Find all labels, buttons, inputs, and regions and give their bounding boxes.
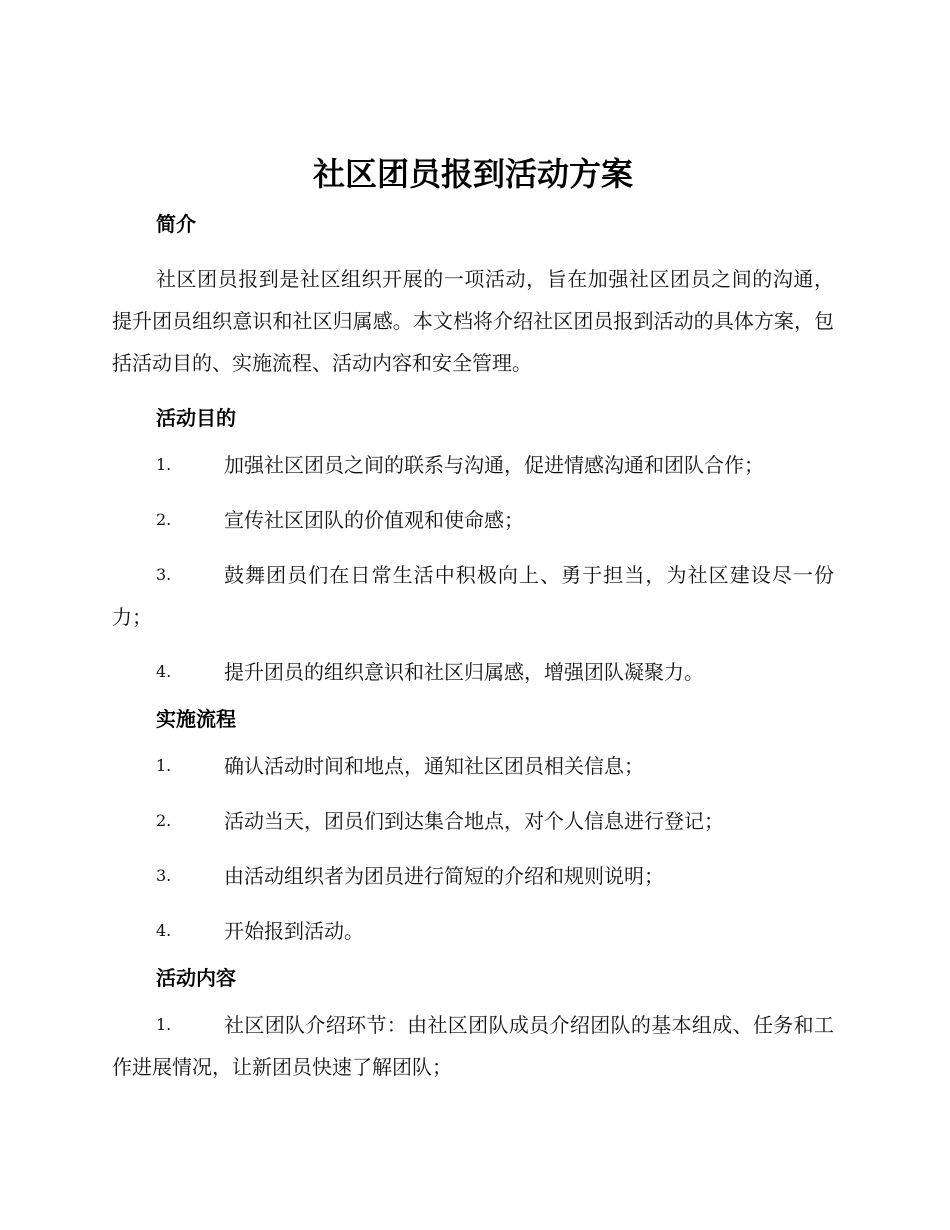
list-item-text: 加强社区团员之间的联系与沟通，促进情感沟通和团队合作；	[224, 453, 764, 477]
list-number: 2.	[156, 811, 172, 830]
list-number: 2.	[156, 510, 172, 529]
document-title: 社区团员报到活动方案	[312, 155, 633, 193]
list-item	[112, 444, 834, 486]
section-heading-content: 活动内容	[156, 966, 236, 990]
section-heading-purpose: 活动目的	[156, 406, 236, 430]
list-item	[112, 910, 834, 952]
document-body	[112, 150, 834, 1088]
list-number: 4.	[156, 921, 172, 940]
list-number: 1.	[156, 455, 172, 474]
list-item-text: 鼓舞团员们在日常生活中积极向上、勇于担当，为社区建设尽一份力；	[112, 563, 834, 629]
intro-paragraph: 社区团员报到是社区组织开展的一项活动，旨在加强社区团员之间的沟通，提升团员组织意识和社区归属感。本文档将介绍社区团员报到活动的具体方案，包括活动目的、实施流程、活动内容和安全管理。	[112, 267, 834, 375]
list-number: 1.	[156, 1015, 172, 1034]
section-heading-process: 实施流程	[156, 707, 236, 731]
list-item	[112, 554, 834, 638]
list-item	[112, 800, 834, 842]
list-item-text: 由活动组织者为团员进行简短的介绍和规则说明；	[224, 864, 664, 888]
section-heading-intro: 简介	[156, 212, 196, 236]
list-number: 4.	[156, 662, 172, 681]
list-item-text: 活动当天，团员们到达集合地点，对个人信息进行登记；	[224, 809, 724, 833]
list-item-text: 社区团队介绍环节：由社区团队成员介绍团队的基本组成、任务和工作进展情况，让新团员快速了解团队；	[112, 1013, 834, 1079]
list-number: 1.	[156, 756, 172, 775]
list-number: 3.	[156, 565, 172, 584]
list-item	[112, 499, 834, 541]
list-number: 3.	[156, 866, 172, 885]
list-item-text: 宣传社区团队的价值观和使命感；	[224, 508, 524, 532]
list-item	[112, 1004, 834, 1088]
list-item	[112, 745, 834, 787]
list-item-text: 提升团员的组织意识和社区归属感，增强团队凝聚力。	[224, 660, 704, 684]
list-item	[112, 855, 834, 897]
list-item	[112, 651, 834, 693]
list-item-text: 确认活动时间和地点，通知社区团员相关信息；	[224, 754, 644, 778]
list-item-text: 开始报到活动。	[224, 919, 364, 943]
